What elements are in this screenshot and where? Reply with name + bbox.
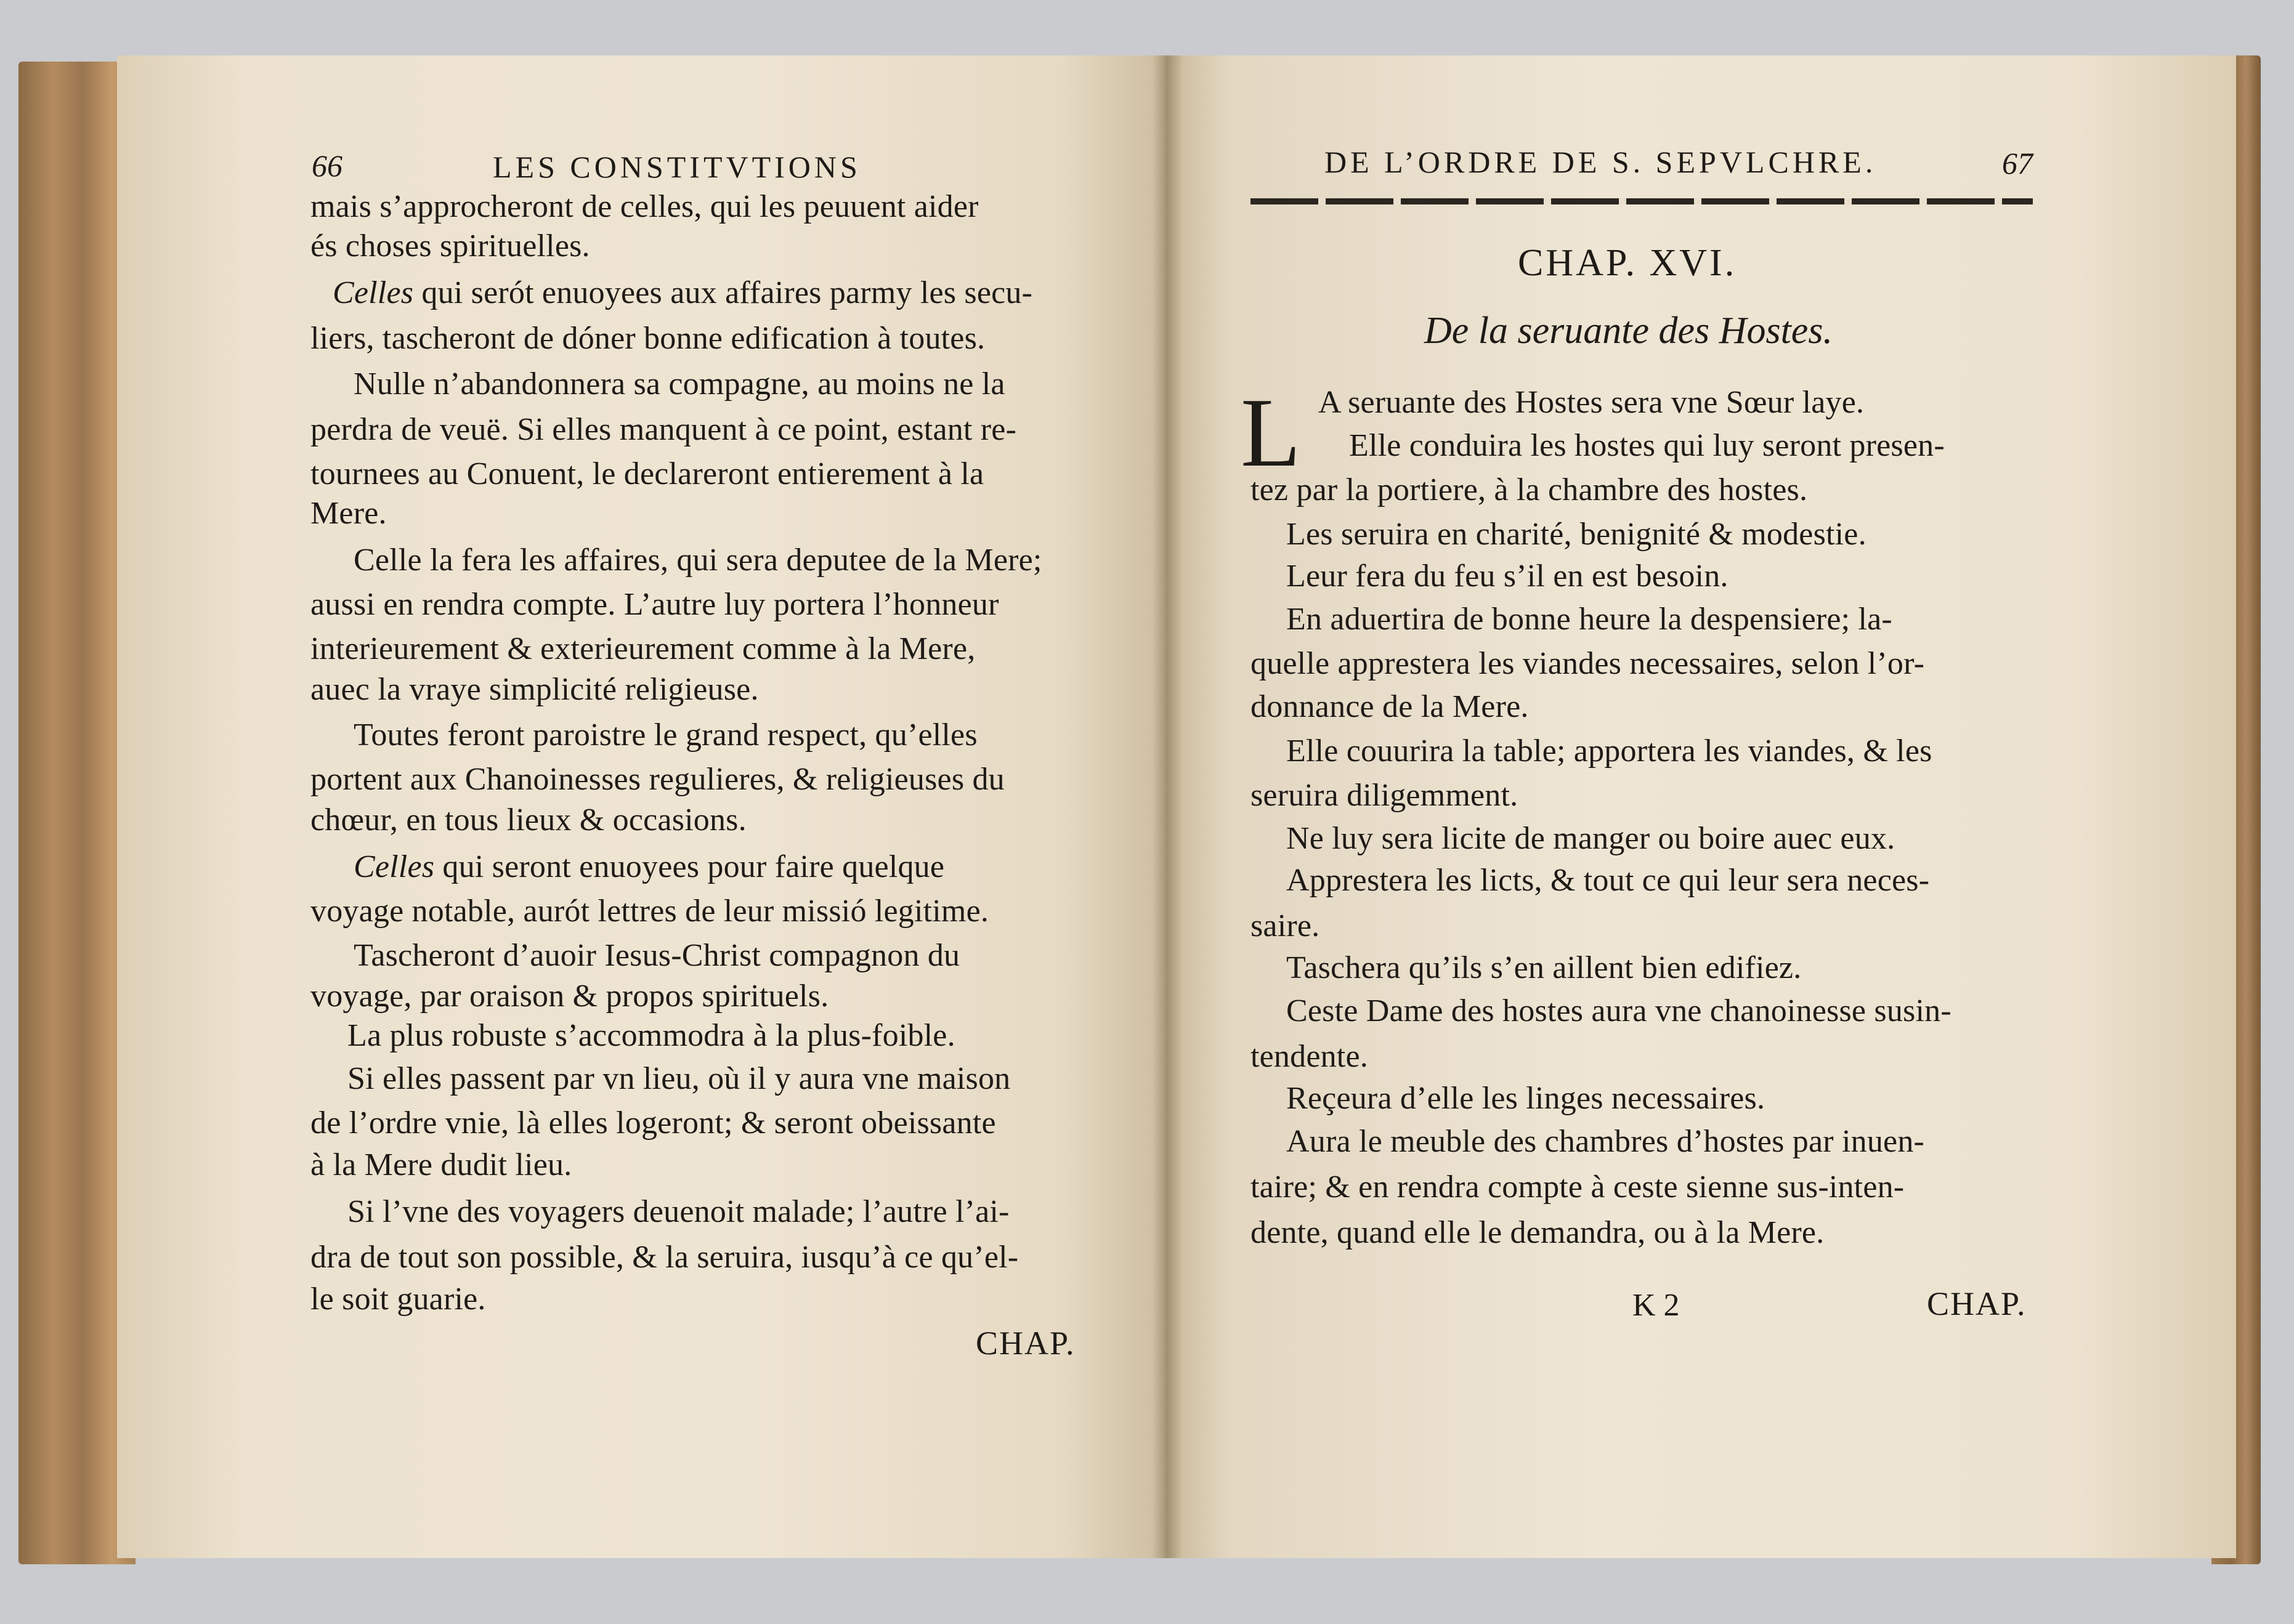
- head-rule: [1250, 198, 2033, 204]
- left-line-16: [354, 851, 944, 883]
- drop-cap: L: [1241, 378, 1301, 487]
- left-line-1: mais s’approcheront de celles, qui les peuuent aider: [310, 189, 979, 224]
- left-line-23: à la Mere dudit lieu.: [310, 1147, 572, 1182]
- left-line-21: Si elles passent par vn lieu, où il y aura vne maison: [347, 1061, 1011, 1096]
- signature-mark: K 2: [1632, 1288, 1680, 1323]
- right-line-6: En aduertira de bonne heure la despensiere; la-: [1286, 602, 1892, 637]
- left-line-22: de l’ordre vnie, là elles logeront; & seront obeissante: [310, 1105, 996, 1141]
- right-line-14: Taschera qu’ils s’en aillent bien edifiez.: [1286, 950, 1802, 985]
- right-line-16: tendente.: [1250, 1039, 1368, 1074]
- right-line-17: Reçeura d’elle les linges necessaires.: [1286, 1081, 1765, 1116]
- left-page-number: 66: [312, 148, 342, 183]
- right-line-8: donnance de la Mere.: [1250, 689, 1529, 724]
- left-line-7: tournees au Conuent, le declareront entierement à la: [310, 456, 984, 491]
- right-line-5: Leur fera du feu s’il en est besoin.: [1286, 559, 1729, 594]
- left-line-5: Nulle n’abandonnera sa compagne, au moins ne la: [354, 366, 1005, 402]
- left-line-17: voyage notable, aurót lettres de leur missió legitime.: [310, 894, 989, 929]
- right-running-head: DE L’ORDRE DE S. SEPVLCHRE.: [1324, 145, 1877, 179]
- left-line-11: interieurement & exterieurement comme à la Mere,: [310, 631, 976, 666]
- left-line-24: Si l’vne des voyagers deuenoit malade; l’autre l’ai-: [347, 1194, 1010, 1229]
- left-line-18: Tascheront d’auoir Iesus-Christ compagnon du: [354, 938, 960, 973]
- right-line-3: tez par la portiere, à la chambre des hostes.: [1250, 472, 1808, 507]
- left-running-head: LES CONSTITVTIONS: [493, 150, 861, 184]
- left-line-2: és choses spirituelles.: [310, 228, 590, 264]
- right-line-9: Elle couurira la table; apportera les viandes, & les: [1286, 733, 1932, 769]
- left-line-4: liers, tascheront de dóner bonne edification à toutes.: [310, 321, 986, 356]
- left-line-9: Celle la fera les affaires, qui sera deputee de la Mere;: [354, 543, 1042, 578]
- left-line-12: auec la vraye simplicité religieuse.: [310, 672, 759, 707]
- right-line-4: Les seruira en charité, benignité & modestie.: [1286, 517, 1866, 552]
- right-line-1: A seruante des Hostes sera vne Sœur laye.: [1318, 385, 1865, 420]
- right-page-number: 67: [2002, 146, 2033, 180]
- left-catchword: CHAP.: [976, 1325, 1076, 1362]
- left-line-19: voyage, par oraison & propos spirituels.: [310, 979, 829, 1014]
- left-line-25: dra de tout son possible, & la seruira, iusqu’à ce qu’el-: [310, 1240, 1019, 1275]
- gutter: [1152, 55, 1183, 1558]
- right-catchword: CHAP.: [1927, 1285, 2027, 1322]
- left-line-26: le soit guarie.: [310, 1282, 486, 1317]
- right-line-18: Aura le meuble des chambres d’hostes par inuen-: [1286, 1124, 1925, 1159]
- right-line-7: quelle apprestera les viandes necessaires, selon l’or-: [1250, 646, 1925, 681]
- left-line-13: Toutes feront paroistre le grand respect, qu’elles: [354, 717, 978, 753]
- right-line-19: taire; & en rendra compte à ceste sienne sus-inten-: [1250, 1170, 1905, 1205]
- left-line-16-rest: qui seront enuoyees pour faire quelque: [434, 849, 945, 884]
- left-line-3: [333, 277, 1032, 309]
- left-line-3-lead: Celles: [333, 275, 414, 310]
- left-line-15: chœur, en tous lieux & occasions.: [310, 802, 747, 838]
- right-line-10: seruira diligemment.: [1250, 778, 1518, 813]
- left-line-14: portent aux Chanoinesses regulieres, & religieuses du: [310, 762, 1005, 797]
- right-line-15: Ceste Dame des hostes aura vne chanoinesse susin-: [1286, 993, 1952, 1028]
- left-line-8: Mere.: [310, 496, 387, 531]
- right-line-2: Elle conduira les hostes qui luy seront presen-: [1349, 428, 1945, 463]
- left-line-3-rest: qui serót enuoyees aux affaires parmy les secu-: [413, 275, 1033, 310]
- right-line-12: Apprestera les licts, & tout ce qui leur sera neces-: [1286, 863, 1930, 898]
- right-line-13: saire.: [1250, 908, 1320, 943]
- chapter-subtitle: De la seruante des Hostes.: [1424, 310, 1833, 352]
- chapter-heading: CHAP. XVI.: [1518, 242, 1737, 284]
- right-line-11: Ne luy sera licite de manger ou boire auec eux.: [1286, 821, 1895, 856]
- left-line-16-lead: Celles: [354, 849, 435, 884]
- left-line-6: perdra de veuë. Si elles manquent à ce point, estant re-: [310, 412, 1017, 447]
- right-line-20: dente, quand elle le demandra, ou à la Mere.: [1250, 1215, 1825, 1250]
- left-line-10: aussi en rendra compte. L’autre luy portera l’honneur: [310, 587, 999, 622]
- left-line-20: La plus robuste s’accommodra à la plus-foible.: [347, 1018, 955, 1053]
